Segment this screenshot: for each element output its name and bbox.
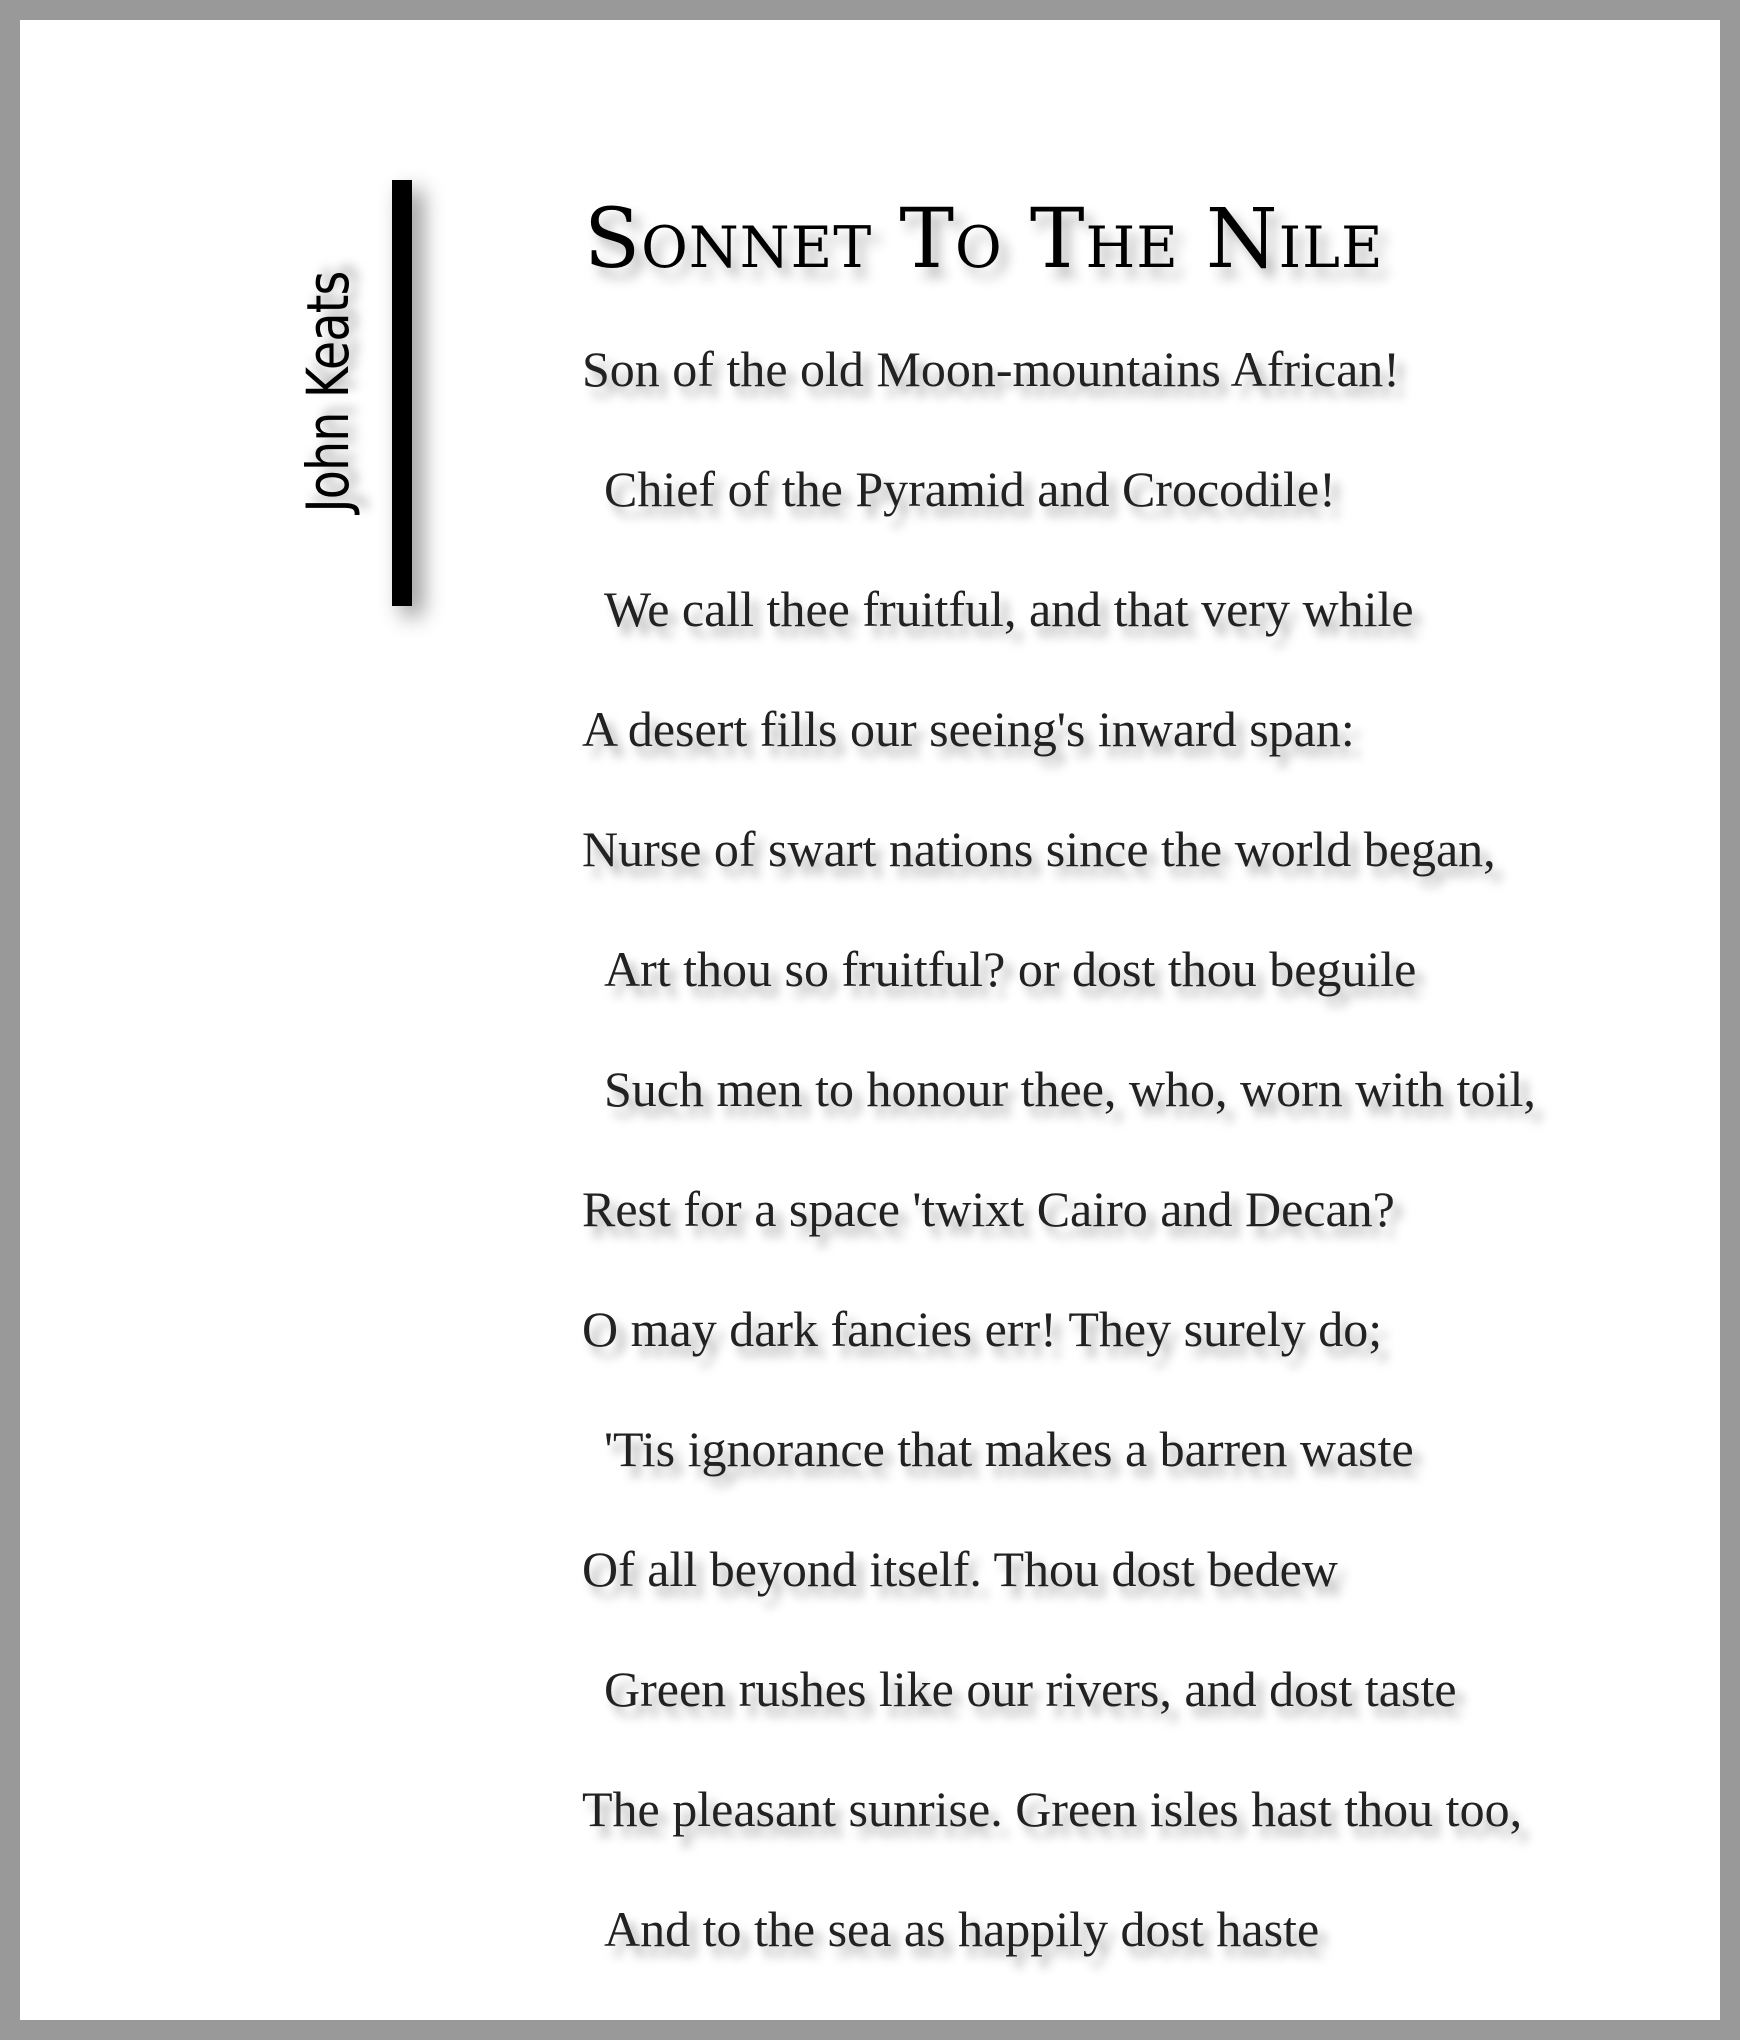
- poem-line: Art thou so fruitful? or dost thou beguile: [604, 941, 1417, 997]
- poem-line: Nurse of swart nations since the world began,: [582, 821, 1496, 877]
- poem-line: And to the sea as happily dost haste: [604, 1901, 1320, 1957]
- author-name: John Keats: [294, 271, 362, 513]
- poem-line: Chief of the Pyramid and Crocodile!: [604, 461, 1336, 517]
- poem-line: Such men to honour thee, who, worn with toil,: [604, 1061, 1536, 1117]
- poem-line: The pleasant sunrise. Green isles hast thou too,: [582, 1781, 1523, 1837]
- poem-line: We call thee fruitful, and that very while: [604, 581, 1414, 637]
- poem-page: [20, 20, 1720, 2020]
- poem-line: Son of the old Moon-mountains African!: [582, 341, 1400, 397]
- poem-line: O may dark fancies err! They surely do;: [582, 1301, 1383, 1357]
- poem-line: Of all beyond itself. Thou dost bedew: [582, 1541, 1338, 1597]
- poem-line: A desert fills our seeing's inward span:: [582, 701, 1355, 757]
- poem-title: Sonnet To The Nile: [584, 192, 1384, 287]
- poem-line: Green rushes like our rivers, and dost taste: [604, 1661, 1457, 1717]
- poem-line: Rest for a space 'twixt Cairo and Decan?: [582, 1181, 1395, 1237]
- author-bar: [392, 180, 412, 606]
- poem-body: [582, 332, 1536, 2012]
- poem-line: 'Tis ignorance that makes a barren waste: [604, 1421, 1414, 1477]
